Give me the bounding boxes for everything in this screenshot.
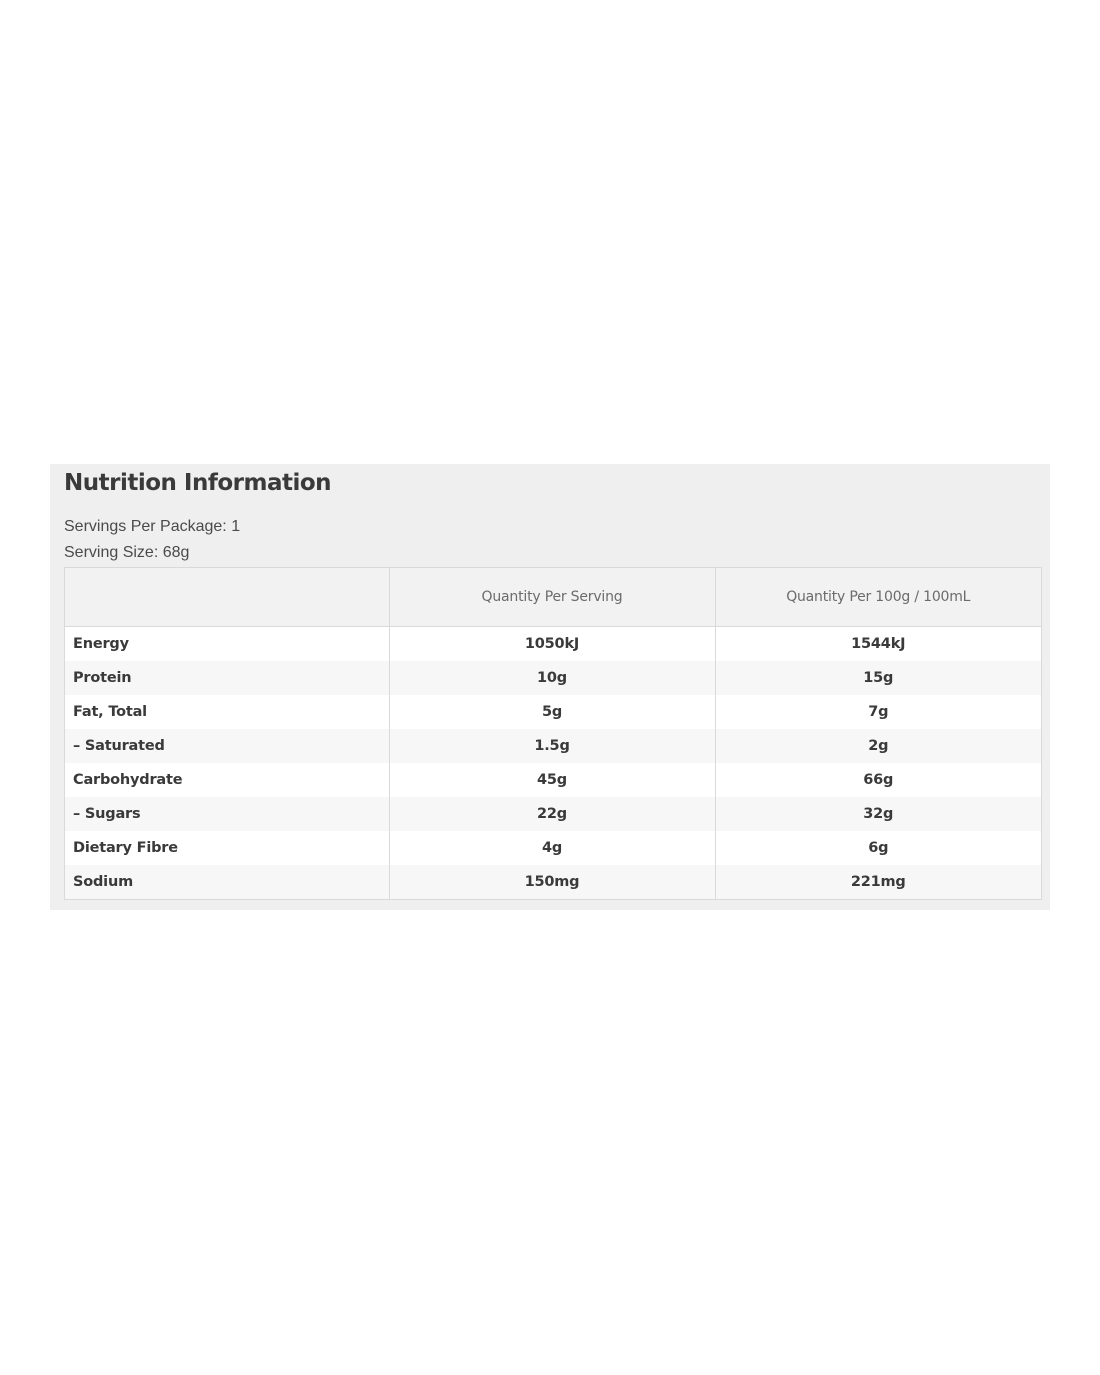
- servings-value: 1: [231, 518, 241, 535]
- per-100-value: 66g: [715, 763, 1041, 797]
- per-serving-value: 150mg: [389, 865, 715, 899]
- header-per-100: Quantity Per 100g / 100mL: [715, 568, 1041, 627]
- servings-label: Servings Per Package:: [64, 518, 227, 535]
- nutrition-table: [65, 568, 1041, 899]
- nutrient-name: Dietary Fibre: [65, 831, 389, 865]
- table-row: [65, 865, 1041, 899]
- table-row: [65, 763, 1041, 797]
- nutrition-panel: [50, 464, 1050, 910]
- per-100-value: 15g: [715, 661, 1041, 695]
- nutrient-name: Sodium: [65, 865, 389, 899]
- table-row: [65, 661, 1041, 695]
- per-serving-value: 22g: [389, 797, 715, 831]
- per-serving-value: 45g: [389, 763, 715, 797]
- per-serving-value: 5g: [389, 695, 715, 729]
- serving-size-label: Serving Size:: [64, 544, 159, 561]
- panel-title: Nutrition Information: [64, 470, 332, 496]
- per-100-value: 1544kJ: [715, 627, 1041, 662]
- servings-per-package: [64, 517, 240, 537]
- nutrient-name: Energy: [65, 627, 389, 662]
- per-100-value: 7g: [715, 695, 1041, 729]
- table-row: [65, 831, 1041, 865]
- nutrient-name: – Sugars: [65, 797, 389, 831]
- per-100-value: 221mg: [715, 865, 1041, 899]
- per-100-value: 32g: [715, 797, 1041, 831]
- per-serving-value: 1050kJ: [389, 627, 715, 662]
- nutrient-name: Protein: [65, 661, 389, 695]
- table-row: [65, 627, 1041, 662]
- per-100-value: 6g: [715, 831, 1041, 865]
- nutrient-name: – Saturated: [65, 729, 389, 763]
- nutrient-name: Carbohydrate: [65, 763, 389, 797]
- table-row: [65, 797, 1041, 831]
- per-serving-value: 1.5g: [389, 729, 715, 763]
- nutrient-name: Fat, Total: [65, 695, 389, 729]
- header-per-serving: Quantity Per Serving: [389, 568, 715, 627]
- per-100-value: 2g: [715, 729, 1041, 763]
- per-serving-value: 10g: [389, 661, 715, 695]
- header-nutrient: [65, 568, 389, 627]
- table-header-row: [65, 568, 1041, 627]
- nutrition-table-wrapper: [64, 567, 1042, 900]
- serving-size-value: 68g: [162, 544, 190, 561]
- serving-size: [64, 543, 189, 563]
- table-row: [65, 695, 1041, 729]
- table-row: [65, 729, 1041, 763]
- per-serving-value: 4g: [389, 831, 715, 865]
